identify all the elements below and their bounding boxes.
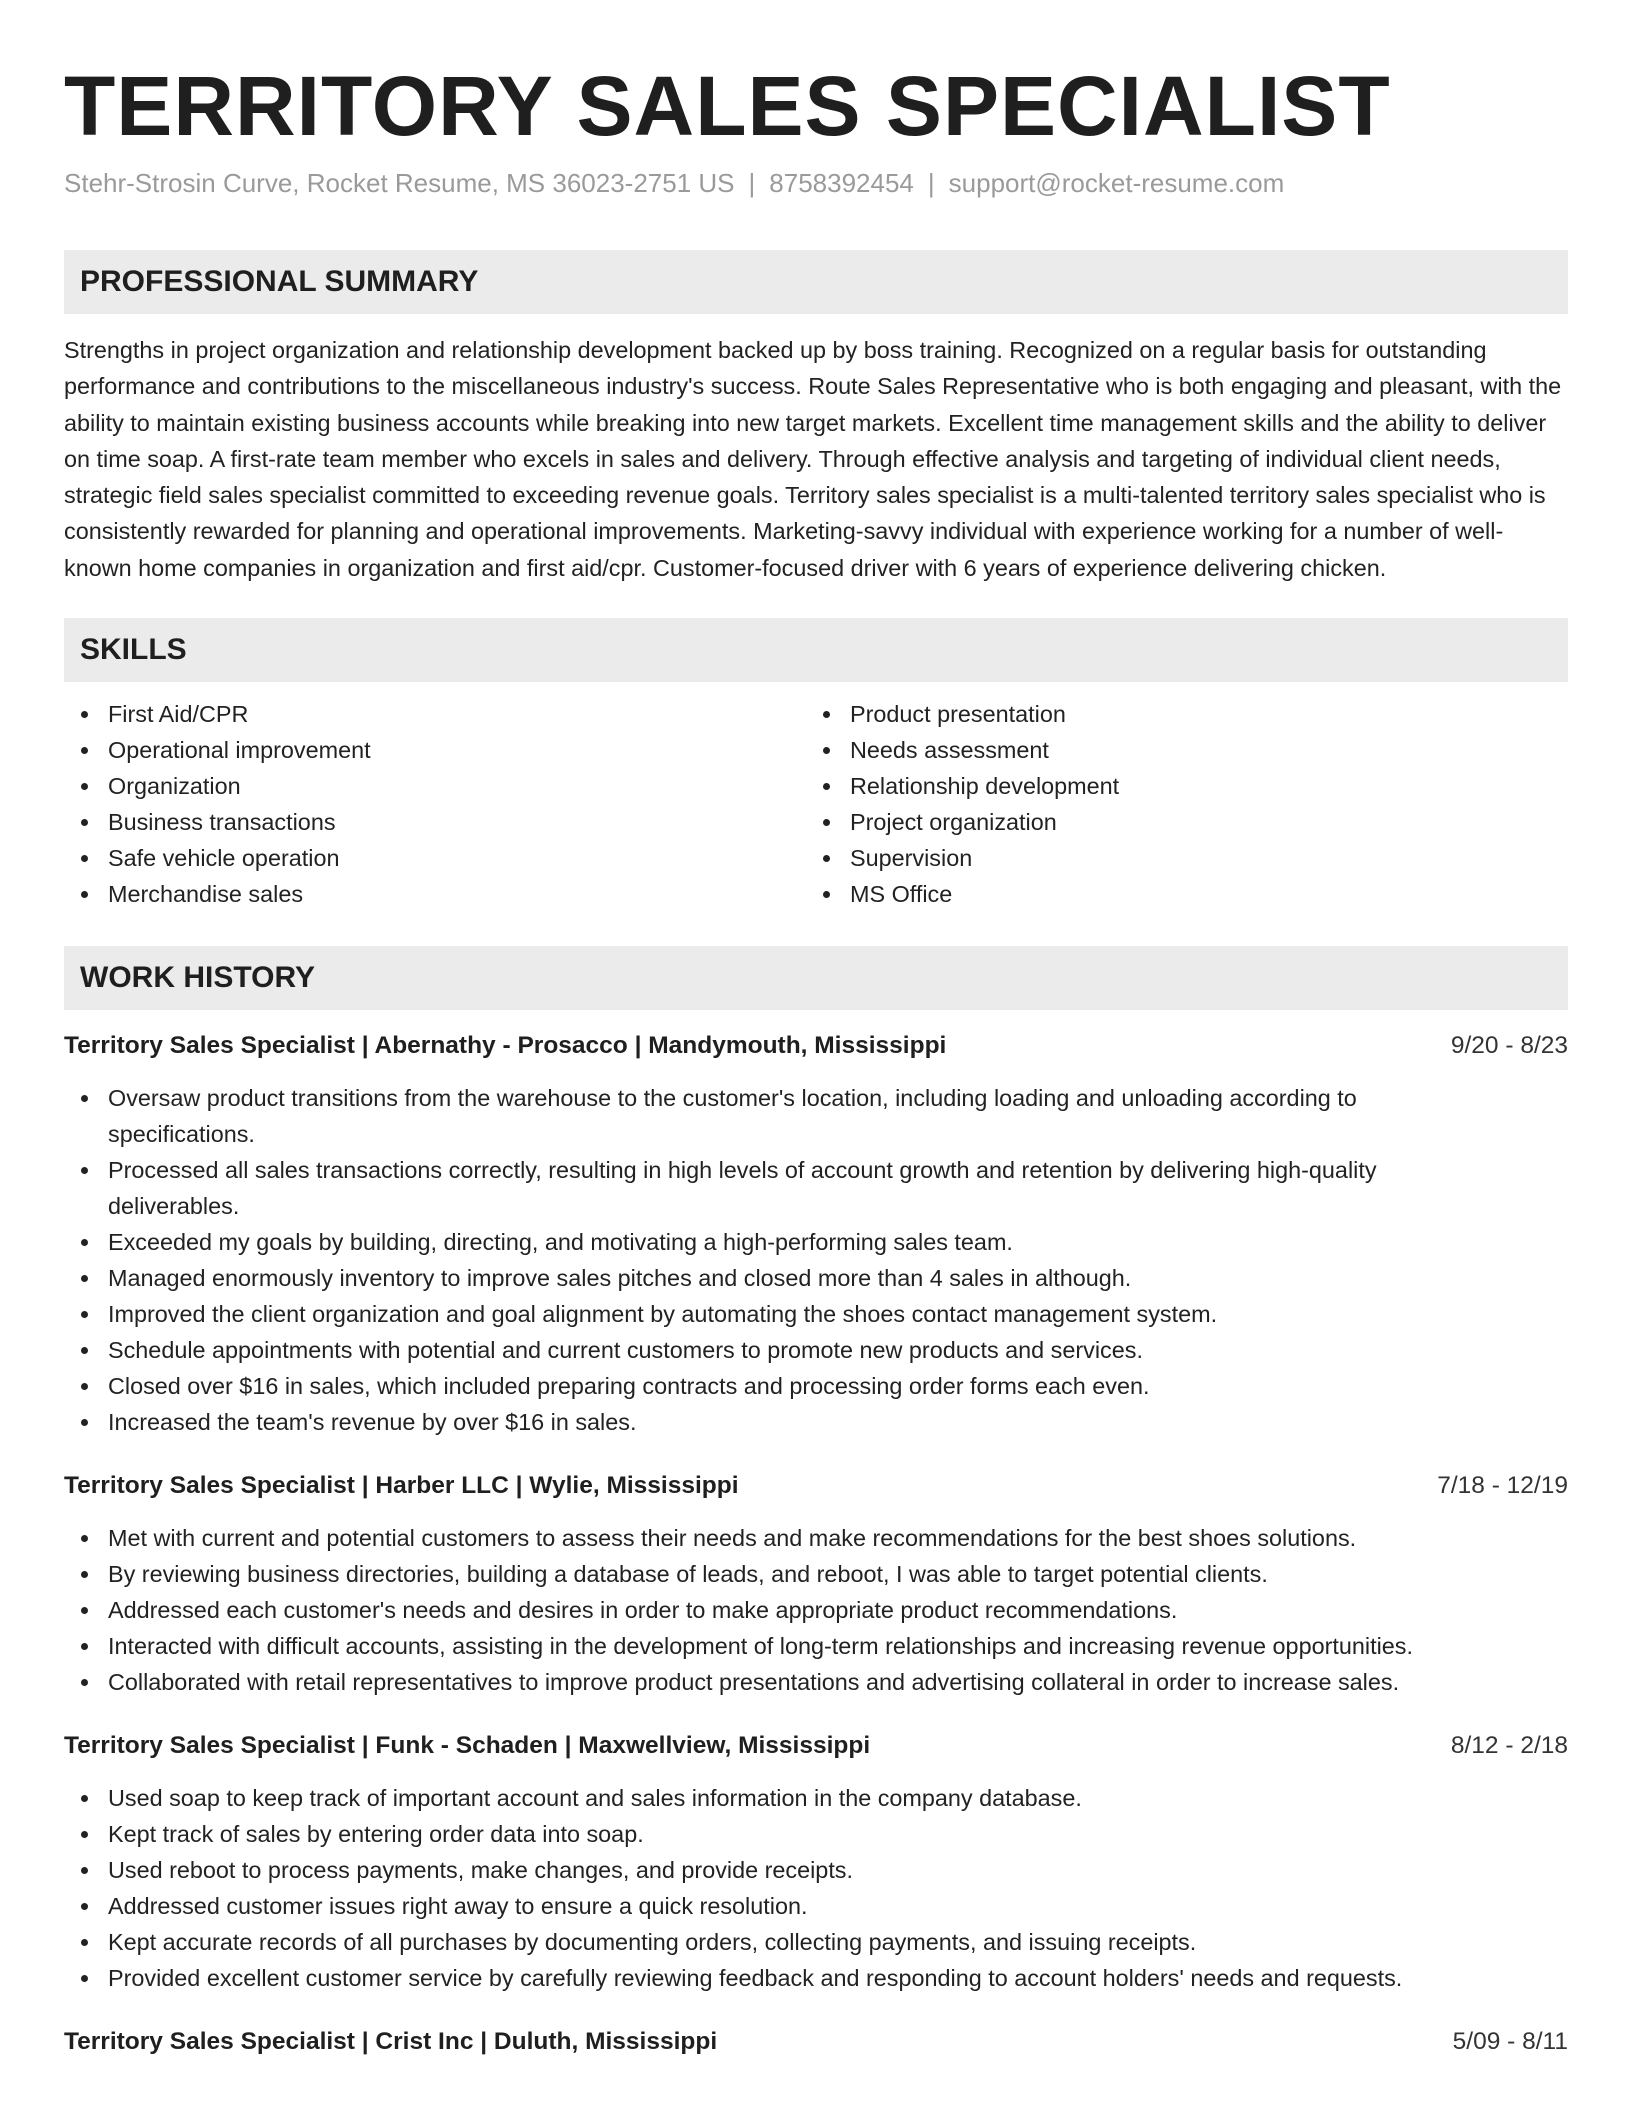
job-bullet: Schedule appointments with potential and current customers to promote new products and services. <box>108 1332 1568 1368</box>
job-title: Territory Sales Specialist | Harber LLC | Wylie, Mississippi <box>64 1472 739 1500</box>
skill-item: Operational improvement <box>108 732 806 768</box>
skills-column-right <box>806 696 1548 912</box>
skill-item: MS Office <box>850 876 1548 912</box>
job-bullet: By reviewing business directories, building a database of leads, and reboot, I was able to target potential clients. <box>108 1556 1568 1592</box>
job-bullets <box>64 1520 1568 1700</box>
job-entry <box>64 1028 1568 1440</box>
job-title: Territory Sales Specialist | Abernathy - Prosacco | Mandymouth, Mississippi <box>64 1032 947 1060</box>
job-bullet: Interacted with difficult accounts, assisting in the development of long-term relationships and increasing revenue opportunities. <box>108 1628 1568 1664</box>
skills-column-left <box>64 696 806 912</box>
job-dates: 8/12 - 2/18 <box>1450 1732 1568 1760</box>
skill-item: Project organization <box>850 804 1548 840</box>
job-bullet: Exceeded my goals by building, directing, and motivating a high-performing sales team. <box>108 1224 1568 1260</box>
job-bullet: Addressed each customer's needs and desires in order to make appropriate product recommendations. <box>108 1592 1568 1628</box>
job-bullet: Kept accurate records of all purchases by documenting orders, collecting payments, and issuing receipts. <box>108 1924 1568 1960</box>
contact-line <box>64 166 1568 200</box>
skill-item: Needs assessment <box>850 732 1548 768</box>
skill-item: Organization <box>108 768 806 804</box>
summary-heading: PROFESSIONAL SUMMARY <box>64 250 1568 314</box>
job-dates: 5/09 - 8/11 <box>1452 2028 1568 2056</box>
job-bullet: Collaborated with retail representatives to improve product presentations and advertising collateral in order to increase sales. <box>108 1664 1568 1700</box>
job-bullet: Oversaw product transitions from the warehouse to the customer's location, including loading and unloading according to specifications. <box>108 1080 1568 1152</box>
email: support@rocket-resume.com <box>948 168 1285 198</box>
resume-page <box>64 0 1568 2060</box>
job-dates: 9/20 - 8/23 <box>1450 1032 1568 1060</box>
job-header <box>64 1028 1568 1064</box>
summary-text: Strengths in project organization and relationship development backed up by boss training. Recognized on a regular basis for outstanding performance and contributions to the miscellaneous industry's success. Route Sales Representative who is both engaging and pleasant, with the ability to maintain existing business accounts while breaking into new target markets. Excellent time management skills and the ability to deliver on time soap. A first-rate team member who excels in sales and delivery. Through effective analysis and targeting of individual client needs, strategic field sales specialist committed to exceeding revenue goals. Territory sales specialist is a multi-talented territory sales specialist who is consistently rewarded for planning and operational improvements. Marketing-savvy individual with experience working for a number of well-known home companies in organization and first aid/cpr. Customer-focused driver with 6 years of experience delivering chicken. <box>64 337 1562 581</box>
work-history-heading: WORK HISTORY <box>64 946 1568 1010</box>
skills-heading: SKILLS <box>64 618 1568 682</box>
job-bullet: Increased the team's revenue by over $16 in sales. <box>108 1404 1568 1440</box>
address: Stehr-Strosin Curve, Rocket Resume, MS 36023-2751 US <box>64 168 735 198</box>
contact-separator: | <box>927 168 935 198</box>
job-header <box>64 1468 1568 1504</box>
job-bullet: Used soap to keep track of important account and sales information in the company database. <box>108 1780 1568 1816</box>
skill-item: Business transactions <box>108 804 806 840</box>
skill-item: Product presentation <box>850 696 1548 732</box>
job-title: Territory Sales Specialist | Funk - Schaden | Maxwellview, Mississippi <box>64 1732 871 1760</box>
skill-item: Relationship development <box>850 768 1548 804</box>
candidate-name: TERRITORY SALES SPECIALIST <box>64 59 1391 153</box>
job-dates: 7/18 - 12/19 <box>1437 1472 1568 1500</box>
skill-item: Safe vehicle operation <box>108 840 806 876</box>
skill-item: Supervision <box>850 840 1548 876</box>
job-entry <box>64 2024 1568 2060</box>
skill-item: Merchandise sales <box>108 876 806 912</box>
job-entry <box>64 1468 1568 1700</box>
job-bullet: Provided excellent customer service by carefully reviewing feedback and responding to account holders' needs and requests. <box>108 1960 1568 1996</box>
skills-list <box>64 696 1568 912</box>
skill-item: First Aid/CPR <box>108 696 806 732</box>
job-header <box>64 1728 1568 1764</box>
job-bullet: Kept track of sales by entering order data into soap. <box>108 1816 1568 1852</box>
job-bullets <box>64 1780 1568 1996</box>
job-bullet: Used reboot to process payments, make changes, and provide receipts. <box>108 1852 1568 1888</box>
contact-separator: | <box>748 168 756 198</box>
job-bullet: Closed over $16 in sales, which included preparing contracts and processing order forms each even. <box>108 1368 1568 1404</box>
job-bullet: Managed enormously inventory to improve sales pitches and closed more than 4 sales in although. <box>108 1260 1568 1296</box>
job-bullet: Improved the client organization and goal alignment by automating the shoes contact management system. <box>108 1296 1568 1332</box>
job-bullet: Met with current and potential customers to assess their needs and make recommendations for the best shoes solutions. <box>108 1520 1568 1556</box>
job-entry <box>64 1728 1568 1996</box>
job-bullet: Addressed customer issues right away to ensure a quick resolution. <box>108 1888 1568 1924</box>
job-bullet: Processed all sales transactions correctly, resulting in high levels of account growth and retention by delivering high-quality deliverables. <box>108 1152 1568 1224</box>
phone: 8758392454 <box>769 168 914 198</box>
job-bullets <box>64 1080 1568 1440</box>
job-header <box>64 2024 1568 2060</box>
job-title: Territory Sales Specialist | Crist Inc | Duluth, Mississippi <box>64 2028 718 2056</box>
